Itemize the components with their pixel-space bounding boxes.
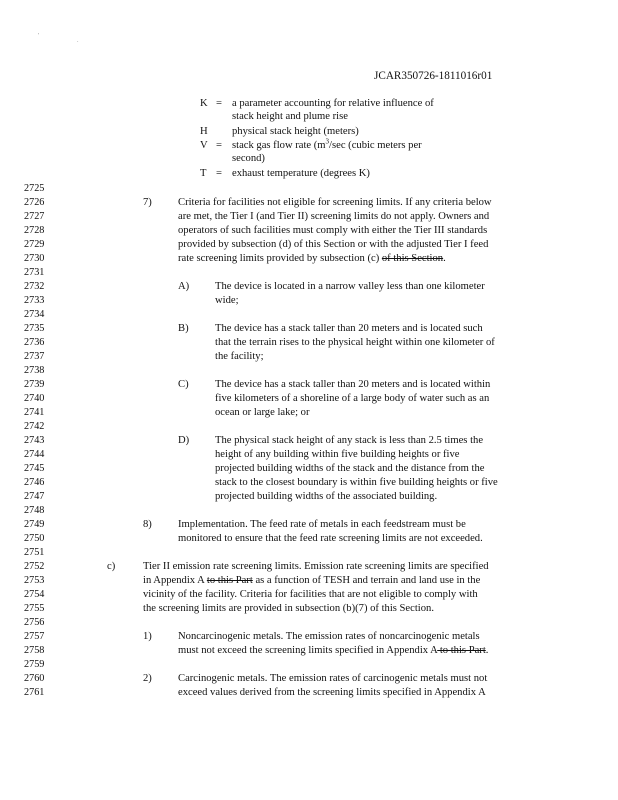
item-number: 8): [143, 519, 152, 530]
paragraph-line: the screening limits are provided in subsection (b)(7) of this Section.: [143, 603, 434, 614]
line-number: 2746: [24, 477, 45, 488]
paragraph-line: are met, the Tier I (and Tier II) screening limits do not apply. Owners and: [178, 211, 490, 222]
line-number: 2739: [24, 379, 45, 390]
line-number: 2750: [24, 533, 45, 544]
line-number: 2759: [24, 659, 45, 670]
item-number: D): [178, 435, 190, 446]
def-text: physical stack height (meters): [232, 126, 359, 137]
line-number: 2747: [24, 491, 45, 502]
line-number: 2760: [24, 673, 45, 684]
scan-mark: ': [38, 33, 40, 39]
line-number: 2744: [24, 449, 45, 460]
paragraph-line: monitored to ensure that the feed rate screening limits are not exceeded.: [178, 533, 483, 544]
document-id: JCAR350726-1811016r01: [374, 70, 493, 82]
def-symbol: T: [200, 168, 207, 179]
line-number: 2751: [24, 547, 45, 558]
paragraph-line: the facility;: [215, 351, 264, 362]
def-equals: =: [216, 140, 222, 151]
line-number: 2752: [24, 561, 45, 572]
item-number: c): [107, 561, 116, 572]
line-number: 2735: [24, 323, 45, 334]
line-number: 2742: [24, 421, 45, 432]
line-number: 2726: [24, 197, 45, 208]
paragraph-line: ocean or large lake; or: [215, 407, 310, 418]
line-number: 2730: [24, 253, 45, 264]
paragraph-line: Tier II emission rate screening limits. Emission rate screening limits are specified: [143, 561, 489, 572]
line-number: 2736: [24, 337, 45, 348]
paragraph-line: vicinity of the facility. Criteria for facilities that are not eligible to comply with: [143, 589, 478, 600]
paragraph-line: provided by subsection (d) of this Section or with the adjusted Tier I feed: [178, 239, 489, 250]
paragraph-line: The device has a stack taller than 20 meters and is located such: [215, 323, 483, 334]
paragraph-line: Implementation. The feed rate of metals in each feedstream must be: [178, 519, 466, 530]
line-number: 2749: [24, 519, 45, 530]
paragraph-line: The device has a stack taller than 20 meters and is located within: [215, 379, 491, 390]
line-number: 2737: [24, 351, 45, 362]
item-number: B): [178, 323, 189, 334]
paragraph-line: rate screening limits provided by subsection (c) of this Section.: [178, 253, 446, 264]
def-symbol: V: [200, 140, 208, 151]
def-text: stack height and plume rise: [232, 111, 348, 122]
paragraph-line: wide;: [215, 295, 239, 306]
def-text: stack gas flow rate ($m^3/\sec$ (cubic meters per: [232, 137, 422, 151]
paragraph-line: projected building widths of the stack and the distance from the: [215, 463, 485, 474]
line-number: 2727: [24, 211, 45, 222]
deleted-text: to this Part: [206, 575, 253, 586]
paragraph-line: The device is located in a narrow valley less than one kilometer: [215, 281, 485, 292]
item-number: A): [178, 281, 190, 292]
paragraph-line: height of any building within five building heights or five: [215, 449, 460, 460]
line-number: 2758: [24, 645, 45, 656]
item-number: C): [178, 379, 189, 390]
line-number: 2745: [24, 463, 45, 474]
deleted-text: of this Section: [381, 253, 444, 264]
line-number: 2725: [24, 183, 45, 194]
line-number: 2731: [24, 267, 45, 278]
deleted-text: to this Part: [437, 645, 486, 656]
line-number: 2756: [24, 617, 45, 628]
line-number: 2757: [24, 631, 45, 642]
paragraph-line: stack to the closest boundary is within five building heights or five: [215, 477, 498, 488]
line-number: 2741: [24, 407, 45, 418]
scan-mark: .: [77, 38, 79, 44]
paragraph-line: Criteria for facilities not eligible for screening limits. If any criteria below: [178, 197, 492, 208]
paragraph-line: projected building widths of the associated building.: [215, 491, 438, 502]
line-number: 2738: [24, 365, 45, 376]
line-number: 2743: [24, 435, 45, 446]
paragraph-line: exceed values derived from the screening limits specified in Appendix A: [178, 687, 486, 698]
paragraph-line: Noncarcinogenic metals. The emission rates of noncarcinogenic metals: [178, 631, 480, 642]
paragraph-line: that the terrain rises to the physical height within one kilometer of: [215, 337, 495, 348]
line-number: 2732: [24, 281, 45, 292]
def-text: a parameter accounting for relative influence of: [232, 98, 434, 109]
line-number: 2755: [24, 603, 45, 614]
line-number: 2728: [24, 225, 45, 236]
def-equals: =: [216, 168, 222, 179]
line-number: 2754: [24, 589, 45, 600]
def-text: exhaust temperature (degrees K): [232, 168, 370, 179]
paragraph-line: five kilometers of a shoreline of a large body of water such as an: [215, 393, 490, 404]
line-number: 2761: [24, 687, 45, 698]
def-text: second): [232, 153, 265, 164]
line-number: 2729: [24, 239, 45, 250]
item-number: 2): [143, 673, 152, 684]
paragraph-line: The physical stack height of any stack is less than 2.5 times the: [215, 435, 484, 446]
paragraph-line: in Appendix A to this Part as a function of TESH and terrain and land use in the: [143, 575, 481, 586]
def-symbol: K: [200, 98, 208, 109]
paragraph-line: Carcinogenic metals. The emission rates of carcinogenic metals must not: [178, 673, 488, 684]
line-number: 2734: [24, 309, 45, 320]
paragraph-line: operators of such facilities must comply with either the Tier III standards: [178, 225, 488, 236]
paragraph-line: must not exceed the screening limits specified in Appendix A to this Part.: [178, 645, 489, 656]
line-number: 2733: [24, 295, 45, 306]
line-number: 2740: [24, 393, 45, 404]
item-number: 1): [143, 631, 152, 642]
item-number: 7): [143, 197, 152, 208]
def-equals: =: [216, 98, 222, 109]
line-number: 2748: [24, 505, 45, 516]
line-number: 2753: [24, 575, 45, 586]
def-symbol: H: [200, 126, 208, 137]
